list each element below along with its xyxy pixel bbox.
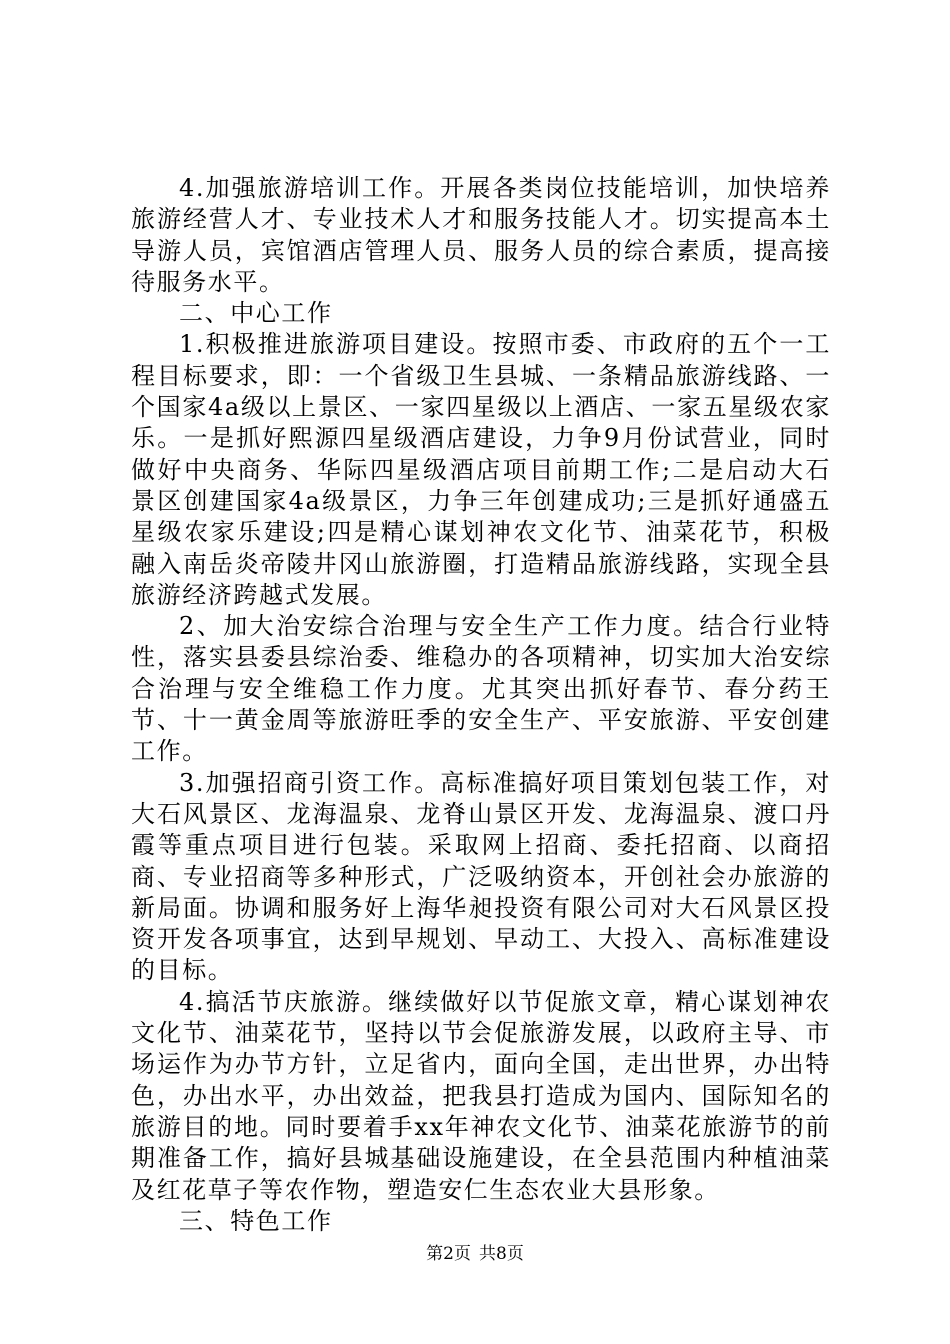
document-body	[131, 173, 831, 1237]
paragraph-training: 4.加强旅游培训工作。开展各类岗位技能培训，加快培养旅游经营人才、专业技术人才和服务技能人才。切实提高本土导游人员，宾馆酒店管理人员、服务人员的综合素质，提高接待服务水平。	[131, 174, 831, 296]
section-heading-featured-work: 三、特色工作	[179, 1206, 333, 1235]
paragraph-festival-tourism: 4.搞活节庆旅游。继续做好以节促旅文章，精心谋划神农文化节、油菜花节，坚持以节会促旅游发展，以政府主导、市场运作为办节方针，立足省内，面向全国，走出世界，办出特色，办出水平，办出效益，把我县打造成为国内、国际知名的旅游目的地。同时要着手xx年神农文化节、油菜花旅游节的前期准备工作，搞好县城基础设施建设，在全县范围内种植油菜及红花草子等农作物，塑造安仁生态农业大县形象。	[131, 987, 831, 1204]
page-total: 共8页	[479, 1244, 524, 1264]
paragraph-safety-governance: 2、加大治安综合治理与安全生产工作力度。结合行业特性，落实县委县综治委、维稳办的各项精神，切实加大治安综合治理与安全维稳工作力度。尤其突出抓好春节、春分药王节、十一黄金周等旅游旺季的安全生产、平安旅游、平安创建工作。	[131, 612, 831, 766]
paragraph-investment-attraction: 3.加强招商引资工作。高标准搞好项目策划包装工作，对大石风景区、龙海温泉、龙脊山景区开发、龙海温泉、渡口丹霞等重点项目进行包装。采取网上招商、委托招商、以商招商、专业招商等多种形式，广泛吸纳资本，开创社会办旅游的新局面。协调和服务好上海华昶投资有限公司对大石风景区投资开发各项事宜，达到早规划、早动工、大投入、高标准建设的目标。	[131, 768, 831, 985]
page-number: 第2页	[426, 1244, 471, 1264]
section-heading-central-work: 二、中心工作	[179, 299, 333, 328]
page-footer	[0, 1243, 950, 1265]
paragraph-project-construction: 1.积极推进旅游项目建设。按照市委、市政府的五个一工程目标要求，即：一个省级卫生县城、一条精品旅游线路、一个国家4a级以上景区、一家四星级以上酒店、一家五星级农家乐。一是抓好熙源四星级酒店建设，力争9月份试营业，同时做好中央商务、华际四星级酒店项目前期工作;二是启动大石景区创建国家4a级景区，力争三年创建成功;三是抓好通盛五星级农家乐建设;四是精心谋划神农文化节、油菜花节，积极融入南岳炎帝陵井冈山旅游圈，打造精品旅游线路，实现全县旅游经济跨越式发展。	[131, 330, 831, 609]
